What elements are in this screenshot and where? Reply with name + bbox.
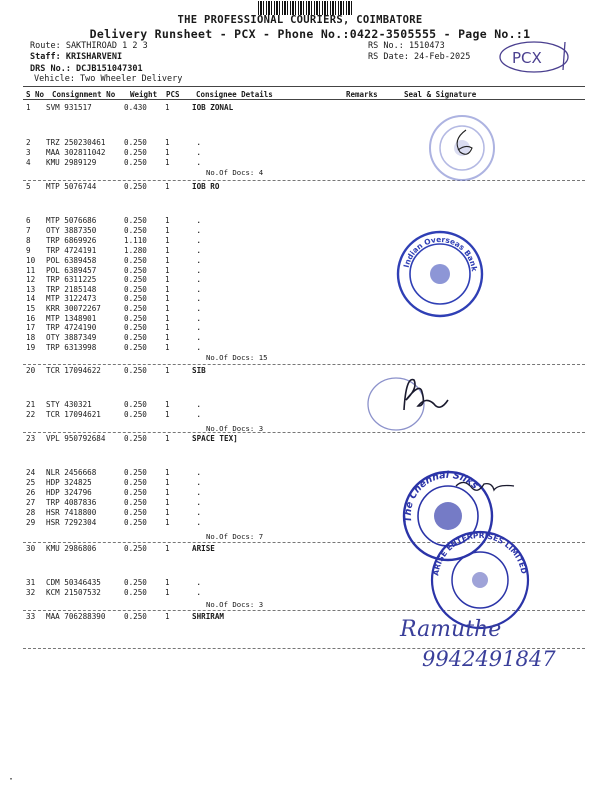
no-of-docs: No.Of Docs: 3 xyxy=(206,600,264,609)
row-consignment-no: OTY 3887350 xyxy=(46,226,97,235)
route-label: Route: SAKTHIROAD 1 2 3 xyxy=(30,41,148,51)
row-sno: 33 xyxy=(26,612,36,621)
row-pcs: 1 xyxy=(165,182,170,191)
runsheet-title: Delivery Runsheet - PCX - Phone No.:0422-3505555 - Page No.:1 xyxy=(89,27,531,41)
row-pcs: 1 xyxy=(165,226,170,235)
row-consignment-no: TRP 6311225 xyxy=(46,275,97,284)
same-as-above-dot: . xyxy=(196,138,202,148)
row-weight: 0.250 xyxy=(124,158,147,167)
row-pcs: 1 xyxy=(165,314,170,323)
row-consignment-no: TRP 4087836 xyxy=(46,498,97,507)
row-consignment-no: TRP 4724190 xyxy=(46,323,97,332)
row-weight: 0.250 xyxy=(124,182,147,191)
stamp-iob-zonal xyxy=(422,112,502,184)
pcx-handwritten-mark xyxy=(494,36,578,76)
row-consignment-no: TCR 17094622 xyxy=(46,366,101,375)
row-sno: 5 xyxy=(26,182,31,191)
row-weight: 0.250 xyxy=(124,578,147,587)
row-sno: 1 xyxy=(26,103,31,112)
row-weight: 0.250 xyxy=(124,343,147,352)
same-as-above-dot: . xyxy=(196,294,202,304)
row-consignment-no: SVM 931517 xyxy=(46,103,92,112)
row-weight: 0.250 xyxy=(124,323,147,332)
row-pcs: 1 xyxy=(165,508,170,517)
row-consignment-no: HDP 324825 xyxy=(46,478,92,487)
row-sno: 13 xyxy=(26,285,36,294)
same-as-above-dot: . xyxy=(196,158,202,168)
row-pcs: 1 xyxy=(165,468,170,477)
row-weight: 0.250 xyxy=(124,612,147,621)
row-pcs: 1 xyxy=(165,588,170,597)
row-consignment-no: MAA 302811042 xyxy=(46,148,106,157)
row-consignment-no: KRR 30072267 xyxy=(46,304,101,313)
row-weight: 0.250 xyxy=(124,588,147,597)
row-sno: 19 xyxy=(26,343,36,352)
col-seal: Seal & Signature xyxy=(404,90,477,99)
row-weight: 0.250 xyxy=(124,226,147,235)
same-as-above-dot: . xyxy=(196,226,202,236)
row-pcs: 1 xyxy=(165,544,170,553)
same-as-above-dot: . xyxy=(196,266,202,276)
row-consignment-no: MAA 706288390 xyxy=(46,612,106,621)
same-as-above-dot: . xyxy=(196,468,202,478)
col-weight: Weight xyxy=(130,90,158,99)
row-pcs: 1 xyxy=(165,294,170,303)
signature-sib xyxy=(364,364,474,436)
row-sno: 9 xyxy=(26,246,31,255)
row-consignment-no: KMU 2989129 xyxy=(46,158,97,167)
row-pcs: 1 xyxy=(165,275,170,284)
row-sno: 2 xyxy=(26,138,31,147)
same-as-above-dot: . xyxy=(196,304,202,314)
row-weight: 0.250 xyxy=(124,478,147,487)
drs-number: DRS No.: DCJB151047301 xyxy=(30,64,143,74)
row-weight: 0.250 xyxy=(124,333,147,342)
row-pcs: 1 xyxy=(165,366,170,375)
same-as-above-dot: . xyxy=(196,400,202,410)
row-sno: 25 xyxy=(26,478,36,487)
table-header-rule xyxy=(23,99,585,100)
row-sno: 10 xyxy=(26,256,36,265)
no-of-docs: No.Of Docs: 7 xyxy=(206,532,264,541)
same-as-above-dot: . xyxy=(196,333,202,343)
row-consignment-no: VPL 950792684 xyxy=(46,434,106,443)
row-sno: 11 xyxy=(26,266,36,275)
row-sno: 16 xyxy=(26,314,36,323)
row-weight: 0.250 xyxy=(124,275,147,284)
row-consignment-no: MTP 3122473 xyxy=(46,294,97,303)
row-pcs: 1 xyxy=(165,285,170,294)
row-weight: 0.250 xyxy=(124,518,147,527)
row-pcs: 1 xyxy=(165,488,170,497)
row-consignment-no: KMU 2986806 xyxy=(46,544,97,553)
row-weight: 0.250 xyxy=(124,434,147,443)
col-remarks: Remarks xyxy=(346,90,378,99)
row-consignee: IOB RO xyxy=(192,182,220,191)
stamp-iob-ro-text: Indian Overseas Bank xyxy=(401,234,479,272)
row-sno: 4 xyxy=(26,158,31,167)
row-weight: 0.250 xyxy=(124,366,147,375)
row-weight: 0.250 xyxy=(124,498,147,507)
row-consignment-no: HSR 7418800 xyxy=(46,508,97,517)
col-sno: S No xyxy=(26,90,45,99)
row-sno: 29 xyxy=(26,518,36,527)
row-weight: 0.250 xyxy=(124,508,147,517)
same-as-above-dot: . xyxy=(196,216,202,226)
row-sno: 7 xyxy=(26,226,31,235)
row-consignee: IOB ZONAL xyxy=(192,103,234,112)
same-as-above-dot: . xyxy=(196,578,202,588)
row-consignment-no: HSR 7292304 xyxy=(46,518,97,527)
row-consignment-no: CDM 50346435 xyxy=(46,578,101,587)
row-sno: 17 xyxy=(26,323,36,332)
row-consignee: SIB xyxy=(192,366,206,375)
row-sno: 32 xyxy=(26,588,36,597)
row-sno: 3 xyxy=(26,148,31,157)
row-pcs: 1 xyxy=(165,333,170,342)
stamp-arise-text: ARISE ENTERPRISES LIMITED xyxy=(431,530,529,577)
row-weight: 0.250 xyxy=(124,266,147,275)
row-consignment-no: MTP 5076744 xyxy=(46,182,97,191)
row-pcs: 1 xyxy=(165,612,170,621)
same-as-above-dot: . xyxy=(196,323,202,333)
row-consignment-no: TRP 6313998 xyxy=(46,343,97,352)
same-as-above-dot: . xyxy=(196,256,202,266)
row-sno: 6 xyxy=(26,216,31,225)
col-consignment: Consignment No xyxy=(52,90,116,99)
row-pcs: 1 xyxy=(165,410,170,419)
barcode xyxy=(258,1,354,15)
stamp-iob-ro xyxy=(394,228,486,320)
same-as-above-dot: . xyxy=(196,410,202,420)
row-weight: 0.250 xyxy=(124,216,147,225)
rs-number: RS No.: 1510473 xyxy=(368,41,445,51)
stamp-space-tex-text: The Chennai Silks xyxy=(402,469,481,523)
row-pcs: 1 xyxy=(165,518,170,527)
same-as-above-dot: . xyxy=(196,285,202,295)
handwritten-phone: 9942491847 xyxy=(422,647,556,670)
same-as-above-dot: . xyxy=(196,588,202,598)
row-pcs: 1 xyxy=(165,578,170,587)
row-consignment-no: STY 430321 xyxy=(46,400,92,409)
row-consignment-no: TRZ 250230461 xyxy=(46,138,106,147)
row-consignment-no: POL 6389458 xyxy=(46,256,97,265)
row-pcs: 1 xyxy=(165,103,170,112)
row-pcs: 1 xyxy=(165,304,170,313)
rs-date: RS Date: 24-Feb-2025 xyxy=(368,52,471,62)
row-weight: 0.250 xyxy=(124,410,147,419)
row-consignment-no: TRP 2185148 xyxy=(46,285,97,294)
row-weight: 0.250 xyxy=(124,138,147,147)
row-pcs: 1 xyxy=(165,236,170,245)
handwritten-signature xyxy=(394,612,584,670)
row-pcs: 1 xyxy=(165,158,170,167)
row-consignment-no: TRP 4724191 xyxy=(46,246,97,255)
same-as-above-dot: . xyxy=(196,236,202,246)
row-weight: 0.250 xyxy=(124,304,147,313)
row-sno: 8 xyxy=(26,236,31,245)
row-weight: 0.250 xyxy=(124,400,147,409)
row-sno: 22 xyxy=(26,410,36,419)
row-consignee: SHRIRAM xyxy=(192,612,225,621)
row-weight: 0.250 xyxy=(124,256,147,265)
row-sno: 23 xyxy=(26,434,36,443)
row-sno: 12 xyxy=(26,275,36,284)
row-sno: 14 xyxy=(26,294,36,303)
handwritten-name: Ramuthe xyxy=(400,617,502,642)
row-sno: 21 xyxy=(26,400,36,409)
row-sno: 15 xyxy=(26,304,36,313)
same-as-above-dot: . xyxy=(196,508,202,518)
row-sno: 26 xyxy=(26,488,36,497)
row-pcs: 1 xyxy=(165,138,170,147)
same-as-above-dot: . xyxy=(196,518,202,528)
col-pcs: PCS xyxy=(166,90,180,99)
row-pcs: 1 xyxy=(165,478,170,487)
vehicle-label: Vehicle: Two Wheeler Delivery xyxy=(34,74,183,84)
row-weight: 1.280 xyxy=(124,246,147,255)
pcx-text: PCX xyxy=(512,49,542,67)
row-pcs: 1 xyxy=(165,343,170,352)
same-as-above-dot: . xyxy=(196,246,202,256)
same-as-above-dot: . xyxy=(196,314,202,324)
group-separator xyxy=(23,432,585,433)
row-weight: 0.250 xyxy=(124,148,147,157)
row-pcs: 1 xyxy=(165,256,170,265)
row-weight: 0.250 xyxy=(124,488,147,497)
row-consignee: ARISE xyxy=(192,544,215,553)
row-consignment-no: MTP 1348901 xyxy=(46,314,97,323)
same-as-above-dot: . xyxy=(196,148,202,158)
row-pcs: 1 xyxy=(165,216,170,225)
company-name: THE PROFESSIONAL COURIERS, COIMBATORE xyxy=(177,14,423,26)
row-sno: 31 xyxy=(26,578,36,587)
row-consignment-no: TCR 17094621 xyxy=(46,410,101,419)
row-consignment-no: POL 6389457 xyxy=(46,266,97,275)
row-pcs: 1 xyxy=(165,498,170,507)
no-of-docs: No.Of Docs: 4 xyxy=(206,168,264,177)
same-as-above-dot: . xyxy=(196,275,202,285)
row-weight: 1.110 xyxy=(124,236,147,245)
row-consignment-no: TRP 6869926 xyxy=(46,236,97,245)
group-separator xyxy=(23,364,585,365)
row-sno: 27 xyxy=(26,498,36,507)
row-sno: 30 xyxy=(26,544,36,553)
table-top-rule xyxy=(23,86,585,87)
row-sno: 18 xyxy=(26,333,36,342)
same-as-above-dot: . xyxy=(196,343,202,353)
col-consignee: Consignee Details xyxy=(196,90,273,99)
svg-text:ARISE ENTERPRISES LIMITED xyxy=(431,531,528,576)
row-sno: 24 xyxy=(26,468,36,477)
row-weight: 0.430 xyxy=(124,103,147,112)
row-sno: 28 xyxy=(26,508,36,517)
same-as-above-dot: . xyxy=(196,498,202,508)
row-consignment-no: MTP 5076686 xyxy=(46,216,97,225)
row-weight: 0.250 xyxy=(124,285,147,294)
row-weight: 0.250 xyxy=(124,314,147,323)
same-as-above-dot: . xyxy=(196,478,202,488)
row-consignment-no: KCM 21507532 xyxy=(46,588,101,597)
row-pcs: 1 xyxy=(165,323,170,332)
no-of-docs: No.Of Docs: 3 xyxy=(206,424,264,433)
row-consignment-no: OTY 3887349 xyxy=(46,333,97,342)
row-pcs: 1 xyxy=(165,246,170,255)
row-consignee: SPACE TEX] xyxy=(192,434,238,443)
row-weight: 0.250 xyxy=(124,294,147,303)
row-weight: 0.250 xyxy=(124,468,147,477)
row-pcs: 1 xyxy=(165,148,170,157)
row-consignment-no: NLR 2456668 xyxy=(46,468,97,477)
same-as-above-dot: . xyxy=(196,488,202,498)
row-pcs: 1 xyxy=(165,266,170,275)
no-of-docs: No.Of Docs: 15 xyxy=(206,353,268,362)
row-weight: 0.250 xyxy=(124,544,147,553)
staff-label: Staff: KRISHARVENI xyxy=(30,52,123,62)
row-consignment-no: HDP 324796 xyxy=(46,488,92,497)
row-sno: 20 xyxy=(26,366,36,375)
row-pcs: 1 xyxy=(165,400,170,409)
row-pcs: 1 xyxy=(165,434,170,443)
